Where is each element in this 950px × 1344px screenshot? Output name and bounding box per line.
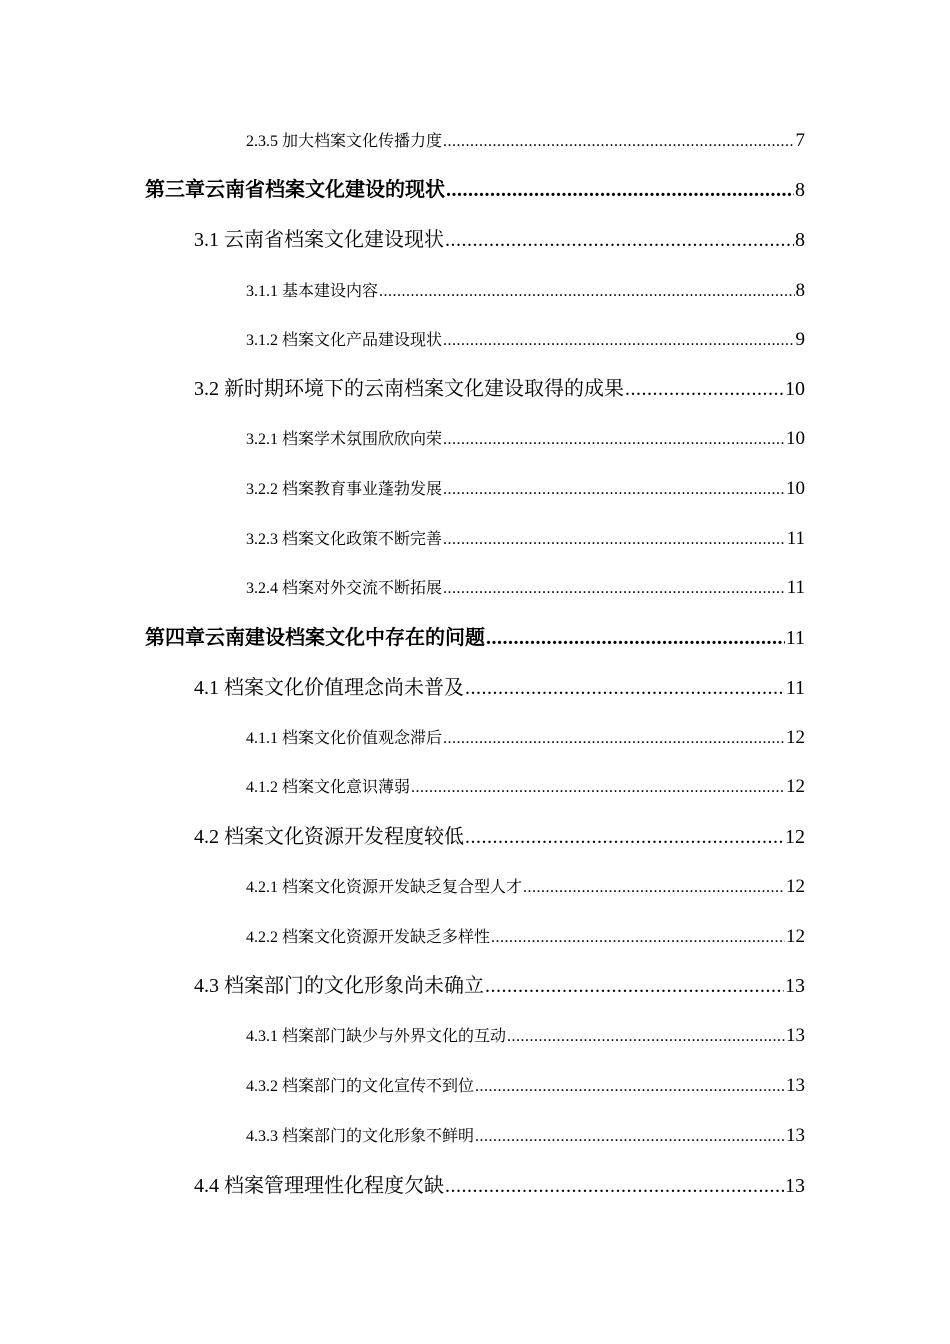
toc-dot-leader: [443, 333, 794, 349]
toc-entry-page: 10: [786, 478, 805, 499]
toc-dot-leader: [523, 880, 785, 896]
toc-entry-title: 4.1.2 档案文化意识薄弱: [246, 779, 411, 796]
toc-entry-title: 3.2.1 档案学术氛围欣欣向荣: [246, 431, 443, 448]
toc-entry[interactable]: [194, 976, 805, 996]
toc-entry-title: 3.1.2 档案文化产品建设现状: [246, 332, 443, 349]
toc-entry-title: 3.2.3 档案文化政策不断完善: [246, 531, 443, 548]
toc-entry-title: 第四章云南建设档案文化中存在的问题: [145, 627, 485, 649]
toc-entry-title: 4.1 档案文化价值理念尚未普及: [194, 677, 464, 699]
toc-dot-leader: [445, 1176, 784, 1196]
toc-entry-page: 8: [795, 179, 805, 201]
toc-entry-title: 4.2.1 档案文化资源开发缺乏复合型人才: [246, 879, 523, 896]
toc-entry-page: 7: [795, 130, 805, 151]
toc-entry[interactable]: [194, 379, 805, 399]
toc-entry-page: 10: [786, 428, 805, 449]
toc-dot-leader: [475, 1129, 785, 1145]
toc-entry-page: 11: [786, 577, 805, 598]
toc-dot-leader: [443, 581, 786, 597]
toc-entry[interactable]: [246, 877, 805, 896]
toc-dot-leader: [485, 976, 784, 996]
toc-entry[interactable]: [246, 330, 805, 349]
toc-dot-leader: [486, 628, 785, 648]
toc-entry-page: 8: [795, 229, 805, 251]
toc-entry-page: 12: [785, 826, 805, 848]
toc-entry[interactable]: [246, 131, 805, 150]
toc-entry[interactable]: [194, 827, 805, 847]
toc-entry-page: 8: [795, 280, 805, 301]
toc-entry-page: 12: [786, 876, 805, 897]
toc-entry-title: 2.3.5 加大档案文化传播力度: [246, 133, 443, 150]
toc-dot-leader: [465, 827, 784, 847]
toc-entry-title: 3.2.2 档案教育事业蓬勃发展: [246, 481, 443, 498]
toc-entry[interactable]: [246, 479, 805, 498]
toc-entry[interactable]: [246, 578, 805, 597]
toc-entry-page: 13: [785, 975, 805, 997]
toc-dot-leader: [411, 780, 785, 796]
toc-entry[interactable]: [246, 1026, 805, 1045]
toc-entry-page: 13: [786, 1025, 805, 1046]
toc-entry-page: 12: [786, 727, 805, 748]
toc-dot-leader: [625, 379, 784, 399]
toc-entry[interactable]: [194, 678, 805, 698]
toc-dot-leader: [465, 678, 785, 698]
toc-entry-title: 4.3 档案部门的文化形象尚未确立: [194, 975, 484, 997]
toc-entry-title: 4.4 档案管理理性化程度欠缺: [194, 1175, 444, 1197]
toc-dot-leader: [379, 284, 794, 300]
toc-entry-title: 4.3.1 档案部门缺少与外界文化的互动: [246, 1028, 507, 1045]
toc-entry-page: 13: [786, 1075, 805, 1096]
toc-entry[interactable]: [246, 281, 805, 300]
toc-entry[interactable]: [246, 529, 805, 548]
toc-dot-leader: [491, 930, 785, 946]
toc-entry-title: 3.1 云南省档案文化建设现状: [194, 229, 444, 251]
toc-entry-title: 3.2 新时期环境下的云南档案文化建设取得的成果: [194, 378, 624, 400]
toc-dot-leader: [507, 1029, 785, 1045]
toc-entry-page: 10: [785, 378, 805, 400]
toc-entry-page: 9: [795, 329, 805, 350]
toc-entry-title: 3.2.4 档案对外交流不断拓展: [246, 580, 443, 597]
toc-entry-page: 13: [785, 1175, 805, 1197]
toc-entry[interactable]: [246, 429, 805, 448]
toc-dot-leader: [443, 134, 794, 150]
toc-entry[interactable]: [246, 728, 805, 747]
toc-entry-title: 4.3.2 档案部门的文化宣传不到位: [246, 1078, 475, 1095]
toc-entry-page: 13: [786, 1125, 805, 1146]
toc-entry-page: 12: [786, 926, 805, 947]
toc-entry[interactable]: [246, 927, 805, 946]
toc-dot-leader: [445, 230, 794, 250]
toc-entry[interactable]: [194, 230, 805, 250]
toc-entry[interactable]: [246, 1076, 805, 1095]
toc-dot-leader: [443, 532, 786, 548]
toc-entry[interactable]: [145, 180, 805, 200]
toc-entry[interactable]: [246, 1126, 805, 1145]
toc-dot-leader: [443, 731, 785, 747]
toc-entry-page: 11: [785, 627, 805, 649]
toc-entry-title: 第三章云南省档案文化建设的现状: [145, 179, 445, 201]
toc-entry-page: 11: [786, 528, 805, 549]
toc-entry[interactable]: [145, 628, 805, 648]
toc-entry-title: 4.2.2 档案文化资源开发缺乏多样性: [246, 929, 491, 946]
toc-dot-leader: [443, 482, 785, 498]
toc-entry[interactable]: [194, 1176, 805, 1196]
toc-entry-title: 4.3.3 档案部门的文化形象不鲜明: [246, 1128, 475, 1145]
toc-dot-leader: [443, 432, 785, 448]
toc-entry-page: 11: [785, 677, 805, 699]
toc-dot-leader: [475, 1079, 785, 1095]
toc-entry-title: 4.1.1 档案文化价值观念滞后: [246, 730, 443, 747]
toc-entry-title: 3.1.1 基本建设内容: [246, 283, 379, 300]
toc-entry-page: 12: [786, 776, 805, 797]
toc-entry[interactable]: [246, 777, 805, 796]
toc-entry-title: 4.2 档案文化资源开发程度较低: [194, 826, 464, 848]
toc-dot-leader: [446, 180, 794, 200]
